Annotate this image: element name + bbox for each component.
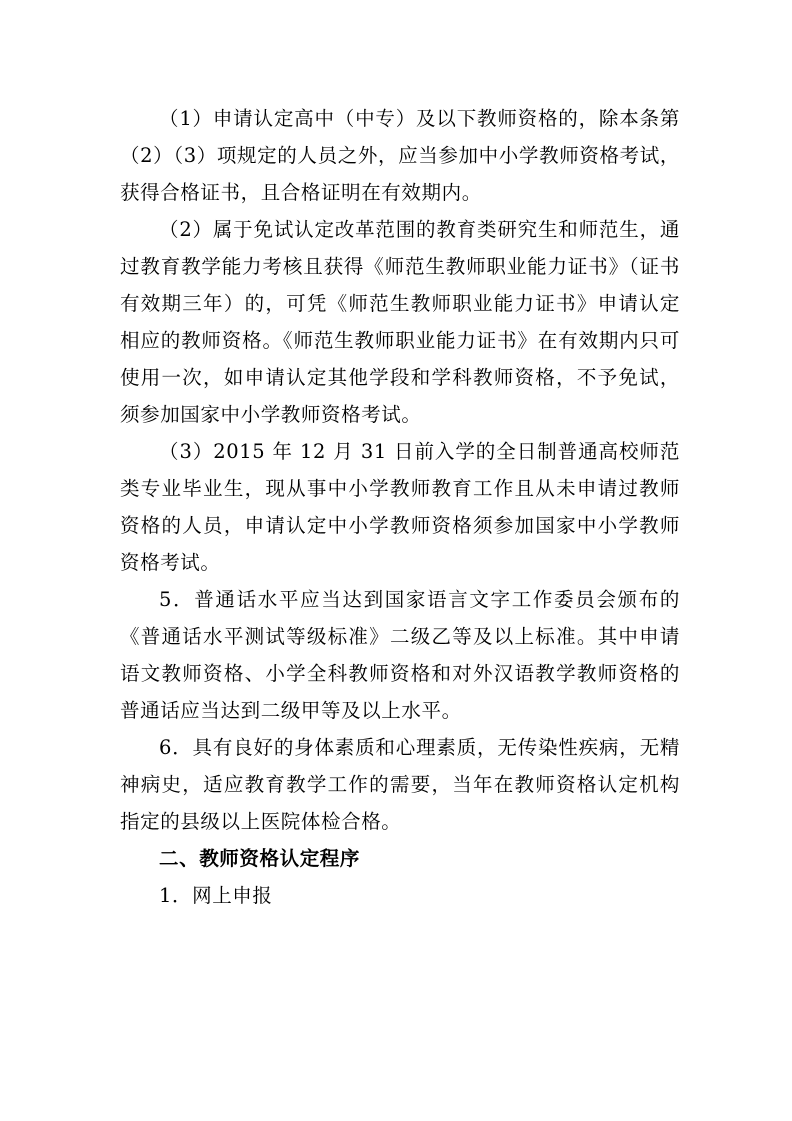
- paragraph-item-2: （2）属于免试认定改革范围的教育类研究生和师范生，通过教育教学能力考核且获得《师范生教师职业能力证书》（证书有效期三年）的，可凭《师范生教师职业能力证书》申请认定相应的教师资格。《师范生教师职业能力证书》在有效期内只可使用一次，如申请认定其他学段和学科教师资格，不予免试，须参加国家中小学教师资格考试。: [120, 218, 680, 426]
- section-heading: 二、教师资格认定程序: [159, 847, 361, 870]
- paragraph-item-3: （3）2015 年 12 月 31 日前入学的全日制普通高校师范类专业毕业生，现从事中小学教师教育工作且从未申请过教师资格的人员，申请认定中小学教师资格须参加国家中小学教师资格考试。: [120, 440, 680, 574]
- paragraph-item-1: （1）申请认定高中（中专）及以下教师资格的，除本条第（2）（3）项规定的人员之外，应当参加中小学教师资格考试，获得合格证书，且合格证明在有效期内。: [120, 107, 680, 204]
- paragraph-requirement-6: 6．具有良好的身体素质和心理素质，无传染性疾病，无精神病史，适应教育教学工作的需要，当年在教师资格认定机构指定的县级以上医院体检合格。: [120, 736, 680, 833]
- document-body: [120, 100, 680, 914]
- paragraph-requirement-5: 5．普通话水平应当达到国家语言文字工作委员会颁布的《普通话水平测试等级标准》二级乙等及以上标准。其中申请语文教师资格、小学全科教师资格和对外汉语教学教师资格的普通话应当达到二级甲等及以上水平。: [120, 588, 680, 722]
- subsection-item: 1．网上申报: [159, 884, 273, 907]
